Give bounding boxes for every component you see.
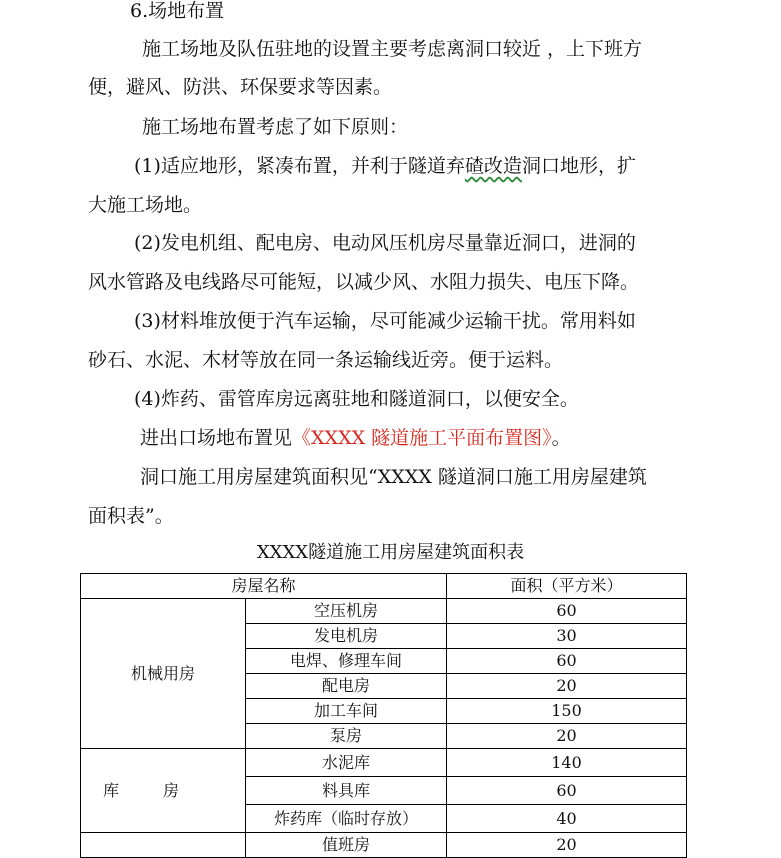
table-title: XXXX隧道施工用房屋建筑面积表 [256,542,525,563]
paragraph-line: 便，避风、防洪、环保要求等因素。 [88,76,393,98]
text-run: 。 [551,427,571,449]
room-name: 加工车间 [246,699,447,724]
room-area: 20 [447,833,687,858]
paragraph-line: 大施工场地。 [88,194,203,216]
section-heading: 6.场地布置 [130,0,225,22]
paragraph-line: (4)炸药、雷管库房远离驻地和隧道洞口，以便安全。 [134,388,579,410]
group-label-text: 库房 [102,780,223,800]
room-area: 20 [447,724,687,749]
room-name: 电焊、修理车间 [246,649,447,674]
room-name: 水泥库 [246,749,447,777]
room-name: 发电机房 [246,624,447,649]
paragraph-line: 洞口施工用房屋建筑面积见“XXXX 隧道洞口施工用房屋建筑 [140,466,647,488]
room-area: 150 [447,699,687,724]
header-name: 房屋名称 [81,574,447,599]
paragraph-line: 砂石、水泥、木材等放在同一条运输线近旁。便于运料。 [88,349,564,371]
room-area: 30 [447,624,687,649]
paragraph-line: 施工场地布置考虑了如下原则： [142,116,409,138]
text-run: 洞口地形，扩 [521,155,636,177]
group-label: 机械用房 [81,599,246,749]
paragraph-line: 施工场地及队伍驻地的设置主要考虑离洞口较近 ，上下班方 [142,38,643,60]
table-header-row [81,574,687,599]
paragraph-line [134,147,715,185]
table-row [81,749,687,777]
paragraph-line [140,419,715,457]
paragraph-line: (3)材料堆放便于汽车运输，尽可能减少运输干扰。常用料如 [134,310,636,332]
paragraph-line: 风水管路及电线路尽可能短，以减少风、水阻力损失、电压下降。 [88,271,640,293]
paragraph-line: (2)发电机组、配电房、电动风压机房尽量靠近洞口，进洞的 [134,232,636,254]
header-area: 面积（平方米） [447,574,687,599]
room-name: 泵房 [246,724,447,749]
figure-reference-link[interactable]: 《XXXX 隧道施工平面布置图》 [292,427,552,449]
room-area: 60 [447,649,687,674]
building-area-table [80,573,687,858]
group-label [81,749,246,833]
room-name: 炸药库（临时存放） [246,805,447,833]
table-row [81,599,687,624]
room-area: 60 [447,599,687,624]
spellcheck-underlined-text: 碴改造 [464,155,522,177]
room-area: 140 [447,749,687,777]
paragraph-line: 面积表”。 [88,505,174,527]
room-area: 20 [447,674,687,699]
room-name: 空压机房 [246,599,447,624]
text-run: 进出口场地布置见 [140,427,293,449]
room-name: 料具库 [246,777,447,805]
room-area: 60 [447,777,687,805]
room-area: 40 [447,805,687,833]
room-name: 配电房 [246,674,447,699]
text-run: (1)适应地形，紧凑布置，并利于隧道弃 [134,155,465,177]
room-name: 值班房 [246,833,447,858]
